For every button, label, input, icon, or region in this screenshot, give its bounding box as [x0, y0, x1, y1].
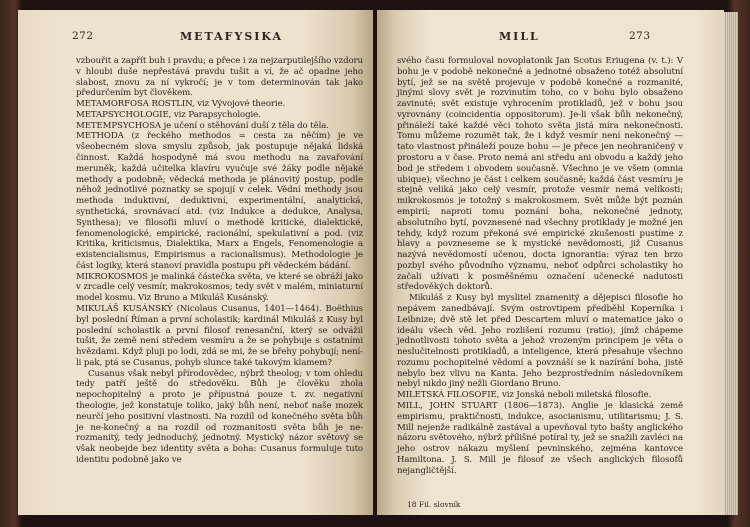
paragraph: vzbouřit a zapřít buh i pravdu; a přece i za nejzarputilejšího vzdoru v hloubi duše nepřestává pravdu tušit a ví, že ač opadne jeho slabost, znovu za ní vykročí; je v tom determinován tak jako předurčením byt člověkem. [76, 56, 363, 99]
paragraph: MIKULÁŠ KUSÁNSKÝ (Nicolaus Cusanus, 1401—1464). Boëthius byl poslední Říman a první scholastik; kardinál Mikuláš z Kusy byl poslední scholastik a první filosof renesanční, který se odvážil tušit, že země není středem vesmíru a že se pohybuje s ostatními hvězdami. Když pluji po lodi, zdá se mi, že se břehy pohybují; není-li pak, ptá se Cusanus, pohyb slunce také takovým klamem? [76, 303, 363, 368]
paragraph: svého času formuloval novoplatonik Jan Scotus Eriugena (v. t.): V bohu je v podobě nekonečné a jednotné obsaženo totéž absolutní bytí, jež se na světě projevuje v podobě konečné a rozmanité, jinými slovy svět je rozvinutím toho, co v bohu bylo obsaženo zavinuté; svět existuje vyhrocením protikladů, jež v bohu jsou vyrovnány (coincidentia oppositorum). Je-li však bůh nekonečný, přináleží také každé věci tohoto světa jistá míra nekonečnosti. Tomu můžeme rozumět tak, že i když vesmír není nekonečný — tato vlastnost přináleží pouze bohu — je přece jen neohraničený v prostoru a v čase. Proto nemá ani středu ani obvodu a každý jeho bod je středem i obvodem současně. Všechno je ve všem (omnia ubique); všechno je část i celkem současně; každá část vesmíru je stejně veliká jako celý vesmír, protože vesmír nemá velikosti; mikrokosmos je totožný s makrokosmem. Svět může být poznán empirií; naproti tomu poznání boha, nekonečné jednoty, absolutního bytí, povznesené nad všechny protiklady je možné jen tehdy, když rozum překoná své empirické zkušenosti pustíme z hlavy a povzneseme se k mystické nevědomosti, již Cusanus nazývá nevědomostí učenou, docta ignorantia: výraz ten brzo pozbyl svého původního významu, neboť odpůrci scholastiky ho začali užívati k posměšnému označení učenecké nadutosti středověkých doktorů. [397, 56, 683, 293]
running-head: MILL [499, 30, 540, 43]
page-number: 272 [72, 30, 94, 42]
paragraph: METHODA (z řeckého methodos = cesta za něčím) je ve všeobecném slova smyslu způsob, jak postupuje nějaká lidská činnost. Každá hospodyně má svou methodu na zavařování meruněk, každá učitelka klavíru vyučuje své žáky podle nějaké methody a podobně; vědecká methoda je plánovitý postup, podle něhož jednotlivé poznatky se spojují v celek. Vědní methody jsou methoda induktivní, deduktivní, experimentální, analytická, synthetická, srovnávací atd. (viz Indukce a dedukce, Analysa, Synthesa); ve filosofii mluví o methodě kritické, dialektické, fenomenologické, empirické, racionální, spekulativní a pod. (viz Kritika, kriticismus, Dialektika, Marx a Engels, Fenomenologie a existencialismus, Empirismus a racionalismus). Methodologie je část logiky, která stanoví pravidla postupu při vědeckém bádání. [76, 131, 363, 271]
paragraph: MILETSKÁ FILOSOFIE, viz Jonská neboli miletská filosofie. [397, 390, 652, 401]
page-text [397, 56, 683, 476]
page-text [76, 56, 363, 466]
page-number: 273 [629, 30, 651, 42]
paragraph: Mikuláš z Kusy byl myslitel znamenitý a dějepisci filosofie ho nepávem zanedbávají. Svým ostrovtipem předběhl Koperníka i Leibnize; dvě stě let před Descartem mluví o matematice jako o ideálu všech věd. Jeho rozlišení rozumu (ratio), jímž chápeme jednotlivosti tohoto světa a jehož vrozeným principem je věta o neslučitelnosti protikladů, a inteligence, která přesahuje všechno rozumu pochopitelné vědomí a povznáší se k nazírání boha, jistě nebylo bez vlivu na Kanta. Jeho bezprostředním následovníkem nebyl nikdo jiný nežli Giordano Bruno. [397, 293, 683, 390]
paragraph: METEMPSYCHOSA je učení o stěhování duší z těla do těla. [76, 120, 329, 131]
paragraph: MILL, JOHN STUART (1806—1873). Anglie je klasická země empirismu, praktičnosti, indukce, asocianismu, utilitarismu; J. S. Mill nejenže radikálně zastával a upevňoval tyto bašty anglického názoru světového, nýbrž přílišné potíral ty, jež se snažili zavléci na jeho ostrov nákazu myšlení pevninského, zejména kantovce Hamiltona. J. S. Mill je filosof ze všech anglických filosofů nejangličtější. [397, 401, 683, 476]
paragraph: METAPSYCHOLOGIE, viz Parapsychologie. [76, 109, 261, 120]
right-page [377, 10, 724, 515]
running-head: METAFYSIKA [180, 30, 284, 43]
page-edges [724, 12, 738, 515]
paragraph: MIKROKOSMOS je malinká částečka světa, ve které se obráží jako v zrcadle celý vesmír, makrokosmos; tedy svět v malém, miniaturní model kosmu. Viz Bruno a Mikuláš Kusánský. [76, 271, 363, 304]
left-page [18, 10, 373, 515]
paragraph: METAMORFOSA ROSTLIN, viz Vývojové theorie. [76, 99, 286, 110]
signature-mark: 18 Fil. slovník [407, 500, 461, 509]
paragraph: Cusanus však nebyl přírodovědec, nýbrž theolog; v tom ohledu tedy patří ještě do středověku. Bůh je člověku zhola nepochopitelný a proto je přípustná pouze t. zv. negativní theologie, jež konstatuje toliko, jaký bůh není, neboť naše mozek neurčí jeho positivní vlastnosti. Na rozdíl od konečného světa bůh je ne-konečný a na rozdíl od rozmanitosti světa bůh je ne-rozmanitý, tedy jednoduchý, jednotný. Mystický názor světový se však neobejde bez identity světa a boha: Cusanus formuluje tuto identitu podobně jako ve [76, 368, 363, 465]
